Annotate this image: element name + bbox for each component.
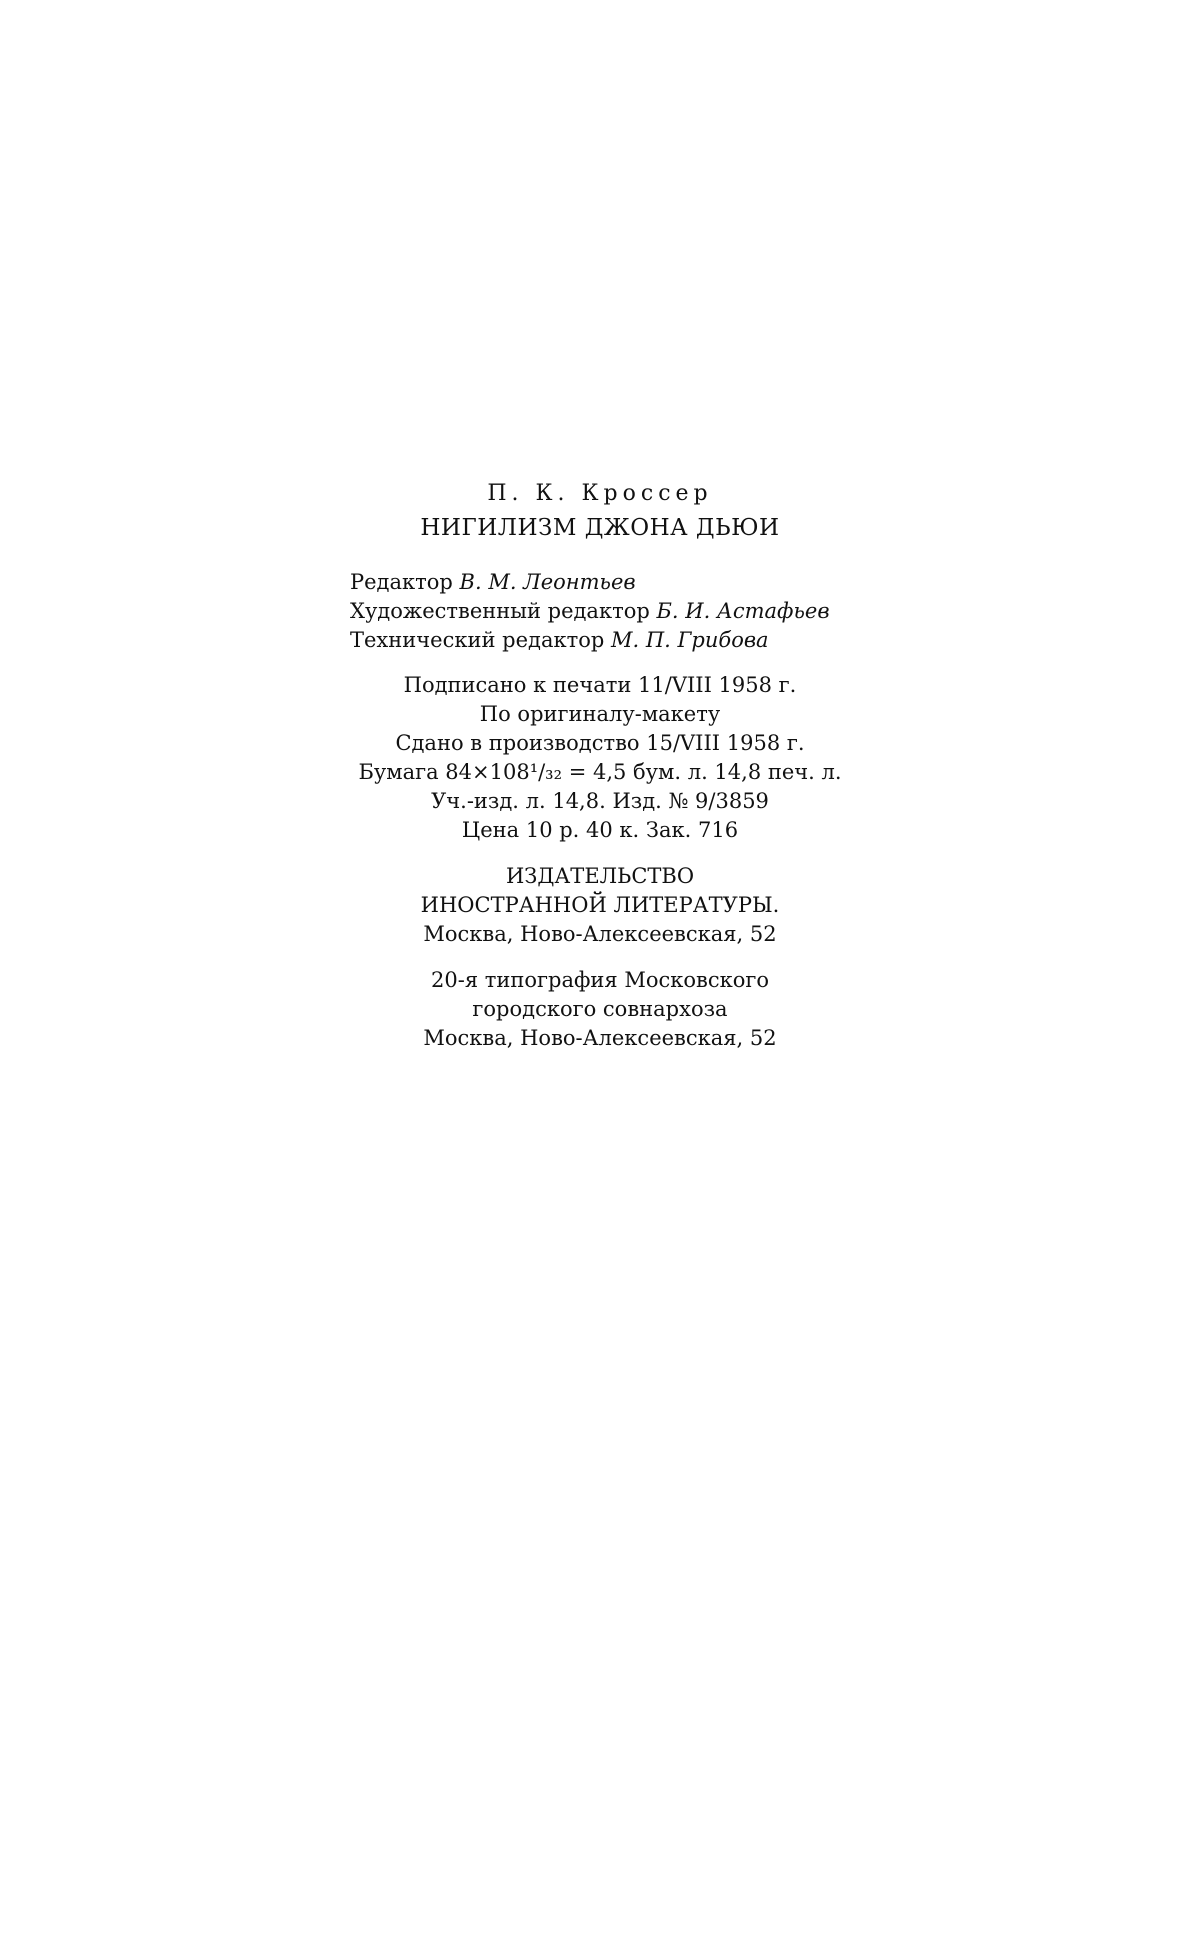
credit-role: Редактор <box>350 570 453 594</box>
printer-line: Москва, Ново-Алексеевская, 52 <box>423 1026 777 1050</box>
imprint-line: Бумага 84×108¹/₃₂ = 4,5 бум. л. 14,8 печ. л. <box>358 760 842 784</box>
imprint-line: Подписано к печати 11/VIII 1958 г. <box>403 673 797 697</box>
imprint-line: Сдано в производство 15/VIII 1958 г. <box>395 731 805 755</box>
publisher-line: ИЗДАТЕЛЬСТВО <box>505 864 695 888</box>
printer-line: городского совнархоза <box>472 997 728 1021</box>
publisher-line: ИНОСТРАННОЙ ЛИТЕРАТУРЫ. <box>420 893 780 917</box>
publisher-line: Москва, Ново-Алексеевская, 52 <box>423 922 777 946</box>
book-author: П. К. Кроссер <box>487 481 713 506</box>
imprint-line: Цена 10 р. 40 к. Зак. 716 <box>461 818 739 842</box>
credit-editor <box>350 568 636 596</box>
credit-name: В. М. Леонтьев <box>459 570 636 594</box>
imprint-line: Уч.-изд. л. 14,8. Изд. № 9/3859 <box>431 789 769 813</box>
credit-role: Художественный редактор <box>350 599 650 623</box>
credit-name: Б. И. Астафьев <box>656 599 830 623</box>
credit-name: М. П. Грибова <box>610 628 769 652</box>
credit-tech-editor <box>350 626 769 654</box>
book-title: НИГИЛИЗМ ДЖОНА ДЬЮИ <box>420 515 780 541</box>
printer-line: 20-я типография Московского <box>431 968 769 992</box>
credit-role: Технический редактор <box>350 628 605 652</box>
imprint-line: По оригиналу-макету <box>479 702 721 726</box>
credit-art-editor <box>350 597 830 625</box>
